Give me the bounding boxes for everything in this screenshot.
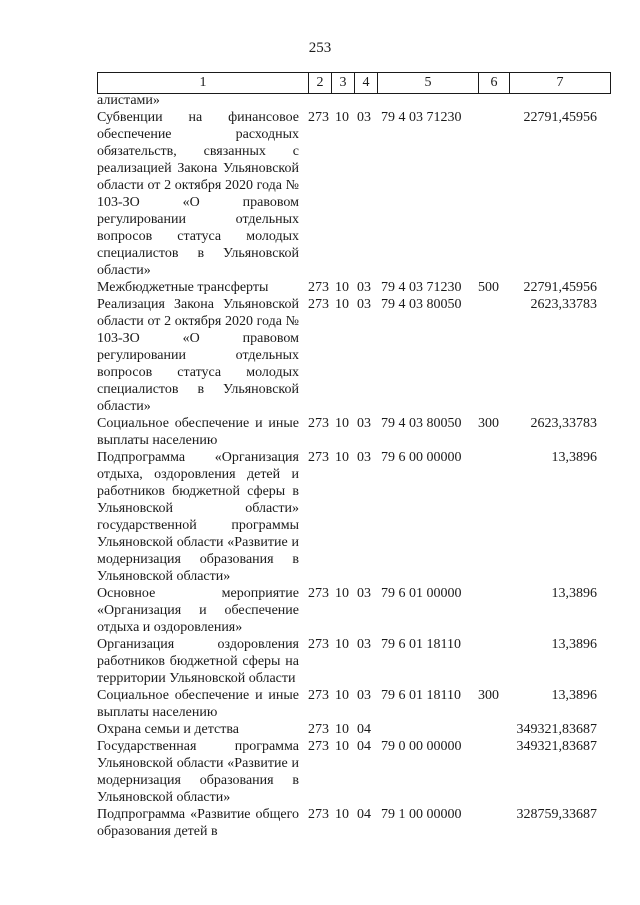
row-description: Основное мероприятие «Организация и обеспечение отдыха и оздоровления» (97, 586, 299, 635)
row-subsection-code: 03 (357, 416, 371, 431)
row-section-code: 10 (335, 280, 349, 295)
table-row (97, 806, 609, 840)
row-subsection-code: 03 (357, 637, 371, 652)
row-description: Государственная программа Ульяновской области «Развитие и модернизация образования в Ульяновской области» (97, 739, 299, 805)
row-subsection-code: 04 (357, 722, 371, 737)
row-target-article-code: 79 4 03 80050 (381, 297, 462, 312)
row-amount: 13,3896 (551, 688, 597, 703)
row-subsection-code: 03 (357, 586, 371, 601)
row-description: Субвенции на финансовое обеспечение расходных обязательств, связанных с реализацией Закона Ульяновской области от 2 октября 2020 года № 103-ЗО «О правовом регулировании отдельных вопросов статуса молодых специалистов в Ульяновской области» (97, 110, 299, 278)
row-amount: 349321,83687 (516, 722, 597, 737)
row-expense-type-code: 500 (478, 280, 499, 295)
row-section-code: 10 (335, 688, 349, 703)
row-description: Социальное обеспечение и иные выплаты населению (97, 688, 299, 720)
row-amount: 349321,83687 (516, 739, 597, 754)
table-body (97, 92, 609, 840)
row-target-article-code: 79 4 03 71230 (381, 110, 462, 125)
row-section-code: 10 (335, 297, 349, 312)
row-section-code: 10 (335, 807, 349, 822)
row-amount: 13,3896 (551, 637, 597, 652)
row-gr-code: 273 (308, 586, 329, 601)
row-section-code: 10 (335, 739, 349, 754)
row-gr-code: 273 (308, 110, 329, 125)
row-description: Организация оздоровления работников бюджетной сферы на территории Ульяновской области (97, 637, 299, 686)
table-row (97, 636, 609, 687)
table-row (97, 92, 609, 109)
header-col-3: 3 (332, 73, 355, 94)
row-amount: 328759,33687 (516, 807, 597, 822)
header-col-2: 2 (309, 73, 332, 94)
row-section-code: 10 (335, 637, 349, 652)
row-target-article-code: 79 6 01 00000 (381, 586, 462, 601)
header-col-1: 1 (98, 73, 309, 94)
row-target-article-code: 79 6 00 00000 (381, 450, 462, 465)
row-section-code: 10 (335, 450, 349, 465)
row-gr-code: 273 (308, 450, 329, 465)
row-gr-code: 273 (308, 637, 329, 652)
row-amount: 2623,33783 (530, 297, 597, 312)
row-section-code: 10 (335, 586, 349, 601)
row-target-article-code: 79 6 01 18110 (381, 688, 461, 703)
header-col-4: 4 (355, 73, 378, 94)
row-gr-code: 273 (308, 722, 329, 737)
table-row (97, 449, 609, 585)
header-row (98, 73, 611, 94)
row-expense-type-code: 300 (478, 416, 499, 431)
table-row (97, 415, 609, 449)
table-row (97, 585, 609, 636)
row-amount: 13,3896 (551, 450, 597, 465)
row-subsection-code: 03 (357, 110, 371, 125)
table-row (97, 296, 609, 415)
row-gr-code: 273 (308, 739, 329, 754)
row-description: Реализация Закона Ульяновской области от 2 октября 2020 года № 103-ЗО «О правовом регулировании отдельных вопросов статуса молодых специалистов в Ульяновской области» (97, 297, 299, 414)
row-description: Межбюджетные трансферты (97, 280, 269, 295)
table-row (97, 279, 609, 296)
row-description: Подпрограмма «Организация отдыха, оздоровления детей и работников бюджетной сферы в Ульяновской области» государственной программы Ульяновской области «Развитие и модернизация образования в Ульяновской области» (97, 450, 299, 584)
row-description: Социальное обеспечение и иные выплаты населению (97, 416, 299, 448)
row-gr-code: 273 (308, 297, 329, 312)
header-col-5: 5 (378, 73, 479, 94)
row-description: алистами» (97, 93, 160, 108)
row-gr-code: 273 (308, 807, 329, 822)
row-subsection-code: 03 (357, 688, 371, 703)
row-subsection-code: 04 (357, 807, 371, 822)
row-subsection-code: 03 (357, 450, 371, 465)
row-subsection-code: 03 (357, 297, 371, 312)
table-row (97, 721, 609, 738)
row-section-code: 10 (335, 722, 349, 737)
table-row (97, 109, 609, 279)
row-target-article-code: 79 0 00 00000 (381, 739, 462, 754)
row-section-code: 10 (335, 416, 349, 431)
row-amount: 13,3896 (551, 586, 597, 601)
row-subsection-code: 04 (357, 739, 371, 754)
row-subsection-code: 03 (357, 280, 371, 295)
row-target-article-code: 79 4 03 80050 (381, 416, 462, 431)
row-expense-type-code: 300 (478, 688, 499, 703)
row-gr-code: 273 (308, 688, 329, 703)
row-target-article-code: 79 4 03 71230 (381, 280, 462, 295)
row-amount: 2623,33783 (530, 416, 597, 431)
header-col-7: 7 (510, 73, 611, 94)
row-gr-code: 273 (308, 280, 329, 295)
row-description: Подпрограмма «Развитие общего образования детей в (97, 807, 299, 839)
row-target-article-code: 79 1 00 00000 (381, 807, 462, 822)
row-section-code: 10 (335, 110, 349, 125)
row-description: Охрана семьи и детства (97, 722, 239, 737)
row-amount: 22791,45956 (523, 110, 597, 125)
table-row (97, 687, 609, 721)
row-target-article-code: 79 6 01 18110 (381, 637, 461, 652)
table-header (97, 72, 611, 94)
page-number: 253 (308, 40, 332, 56)
table-row (97, 738, 609, 806)
row-gr-code: 273 (308, 416, 329, 431)
header-col-6: 6 (479, 73, 510, 94)
row-amount: 22791,45956 (523, 280, 597, 295)
